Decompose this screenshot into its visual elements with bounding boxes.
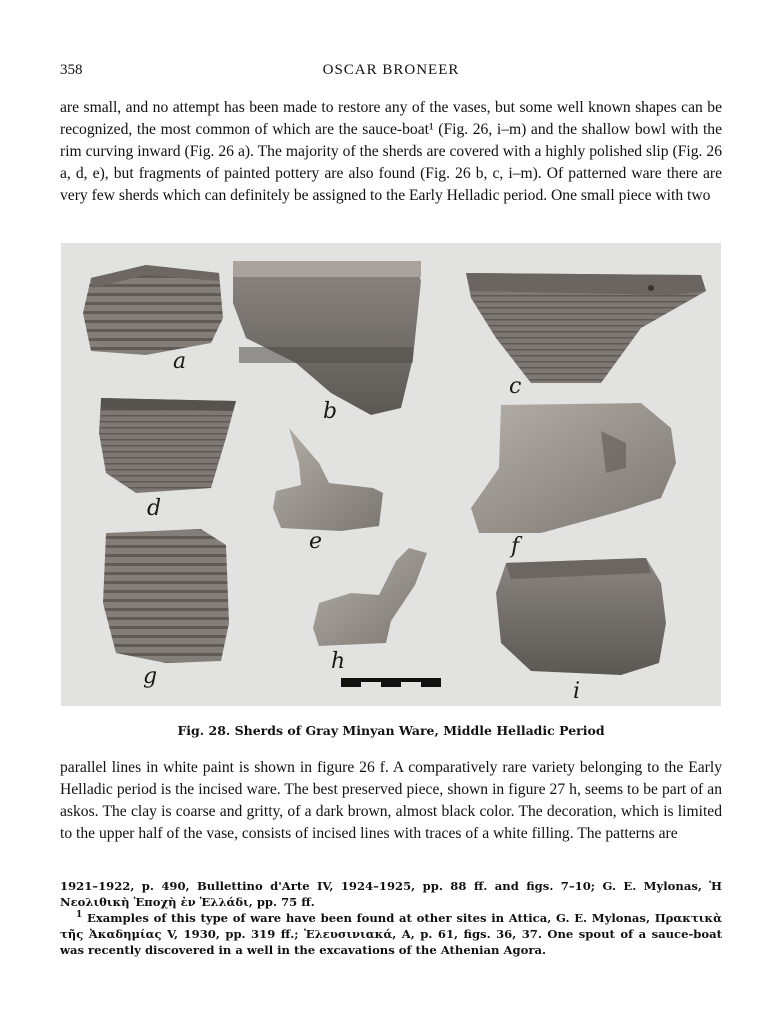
sherd-b: [233, 261, 421, 424]
label-f: f: [511, 534, 520, 559]
sherd-h: [313, 548, 427, 674]
label-g: g: [143, 664, 158, 689]
label-b: b: [323, 399, 338, 424]
sherd-e: [273, 428, 383, 554]
sherd-i: [496, 558, 666, 704]
sherds-photograph: [61, 243, 721, 706]
scale-bar: [341, 678, 441, 687]
sherd-d: [99, 398, 236, 521]
figure-caption: Fig. 28. Sherds of Gray Minyan Ware, Middle Helladic Period: [177, 723, 605, 738]
page-number: 358: [60, 62, 83, 78]
label-d: d: [147, 496, 162, 521]
page-header: [60, 62, 722, 84]
sherd-g: [103, 529, 229, 689]
body-paragraph-1: are small, and no attempt has been made to restore any of the vases, but some well known shapes can be recognized, the most common of which are the sauce-boat¹ (Fig. 26, i–m) and the shallow bowl with the rim curving inward (Fig. 26 a). The majority of the sherds are covered with a highly polished slip (Fig. 26 a, d, e), but fragments of painted pottery are also found (Fig. 26 b, c, i–m). Of patterned ware there are very few sherds which can definitely be assigned to the Early Helladic period. One small piece with two: [60, 99, 722, 204]
label-a: a: [173, 349, 187, 374]
label-c: c: [509, 374, 522, 399]
label-i: i: [573, 679, 581, 704]
running-head: OSCAR BRONEER: [322, 62, 460, 78]
footnote-1: [60, 910, 722, 958]
footnote-1-marker: 1: [76, 910, 83, 921]
footnote-continued: 1921–1922, p. 490, Bullettino d'Arte IV, 1924–1925, pp. 88 ff. and figs. 7–10; G. E. Mylonas, Ἡ Νεολιθικὴ Ἐποχὴ ἐν Ἑλλάδι, pp. 75 ff.: [60, 879, 722, 909]
sherd-f: [471, 403, 676, 559]
sherd-a: [83, 265, 223, 374]
body-paragraph-2: parallel lines in white paint is shown in figure 26 f. A comparatively rare variety belonging to the Early Helladic period is the incised ware. The best preserved piece, shown in figure 27 h, seems to be part of an askos. The clay is coarse and gritty, of a dark brown, almost black color. The decoration, which is limited to the upper half of the vase, consists of incised lines with traces of a white filling. The patterns are: [60, 759, 722, 842]
footnotes: [60, 878, 722, 958]
label-h: h: [331, 649, 346, 674]
figure-plate: [61, 243, 721, 706]
footnote-1-text: Examples of this type of ware have been found at other sites in Attica, G. E. Mylonas, Πρακτικὰ τῆς Ἀκαδημίας V, 1930, pp. 319 ff.; Ἐλευσινιακά, A, p. 61, figs. 36, 37. One spout of a sauce-boat was recently discovered in a well in the excavations of the Athenian Agora.: [60, 911, 722, 957]
label-e: e: [309, 529, 323, 554]
sherd-c: [466, 273, 706, 399]
